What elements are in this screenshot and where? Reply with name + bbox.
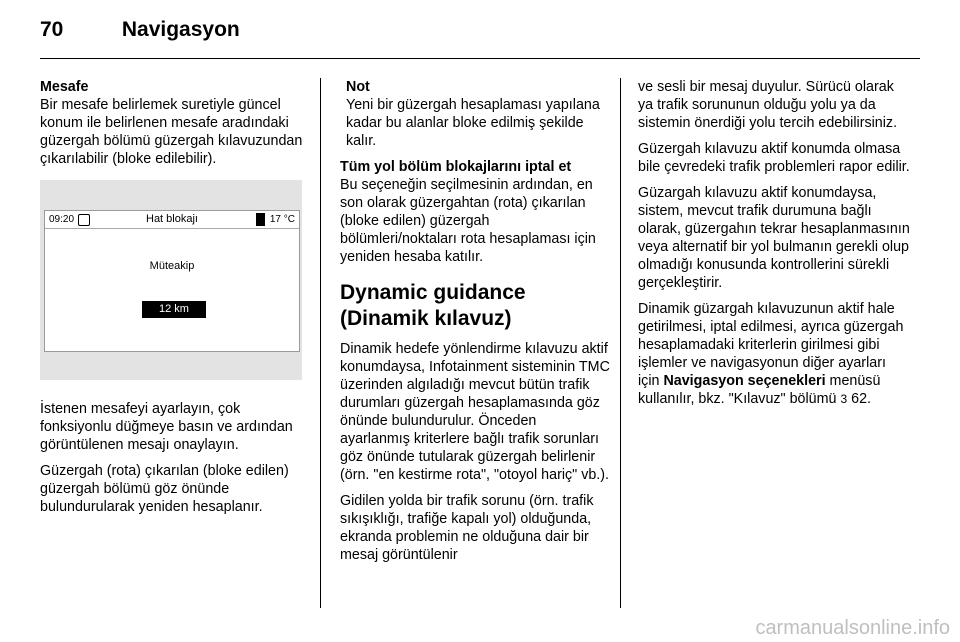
infotainment-screen xyxy=(44,210,300,352)
screen-temperature: 17 °C xyxy=(269,214,295,225)
note-title: Not xyxy=(346,79,370,95)
section-title-dynamic-guidance: Dynamic guidance (Dinamik kılavuz) xyxy=(340,281,526,330)
page-header xyxy=(40,18,240,42)
paragraph: Dinamik hedefe yönlendirme kılavuzu aktif konumdaysa, Infotainment sisteminin TMC üzerinden algıladığı mevcut bütün trafik durumları güzergah hesaplamasında göz önünde bulundurulur. Önceden ayarlanmış kriterlere bağlı trafik sorunları göz önünde tutularak güzergah belirlenir (örn. "en kestirme rota", "otoyol hariç" vb.). xyxy=(340,341,610,483)
watermark: carmanualsonline.info xyxy=(755,617,950,639)
screen-title: Hat blokajı xyxy=(146,213,198,225)
column-3 xyxy=(638,78,910,416)
paragraph: Güzergah kılavuzu aktif konumda olmasa bile çevredeki trafik problemleri rapor edilir. xyxy=(638,141,910,175)
page-reference: 62. xyxy=(851,391,872,407)
paragraph: ve sesli bir mesaj duyulur. Sürücü olarak ya trafik sorununun olduğu yolu ya da sistemin önerdiği yolu tercih edebilirsiniz. xyxy=(638,79,898,131)
page-reference-arrow-icon: 3 xyxy=(840,392,848,406)
paragraph-text: Dinamik güzargah kılavuzunun aktif hale getirilmesi, iptal edilmesi, ayrıca güzergah hesaplamadaki kriterlerin girilmesi gibi işlemler ve navigasyonun diğer ayarları için xyxy=(638,301,904,389)
page-title: Navigasyon xyxy=(121,18,240,41)
note-box xyxy=(340,78,610,150)
column-2 xyxy=(340,78,610,572)
paragraph: İstenen mesafeyi ayarlayın, çok fonksiyonlu düğmeye basın ve ardından görüntülenen mesajı onaylayın. xyxy=(40,401,293,453)
note-body: Yeni bir güzergah hesaplaması yapılana kadar bu alanlar bloke edilmiş şekilde kalır. xyxy=(346,97,600,149)
paragraph xyxy=(638,300,910,408)
display-illustration xyxy=(40,180,302,380)
paragraph: Güzargah kılavuzu aktif konumdaysa, sistem, mevcut trafik durumuna bağlı olarak, güzergahın tekrar hesaplanmasının veya alternatif bir yol bulmanın gerekli olup olmadığı konusunda kontrollerini sürekli gerçekleştirir. xyxy=(638,185,910,291)
subheading-cancel-blocks: Tüm yol bölüm blokajlarını iptal et xyxy=(340,159,572,175)
column-divider-2 xyxy=(620,78,621,608)
screen-next-label: Müteakip xyxy=(149,260,195,272)
menu-name: Navigasyon seçenekleri xyxy=(663,373,826,389)
paragraph: Gidilen yolda bir trafik sorunu (örn. trafik sıkışıklığı, trafiğe kapalı yol) olduğunda, ekranda problemin ne olduğuna dair bir mesaj görüntülenir xyxy=(340,493,594,563)
paragraph: Bu seçeneğin seçilmesinin ardından, en son olarak güzergahtan (rota) çıkarılan (bloke edilen) güzergah bölümleri/noktaları rota hesaplaması için yeniden hesaba katılır. xyxy=(340,177,596,265)
column-1 xyxy=(40,78,310,524)
section-heading-mesafe: Mesafe xyxy=(40,79,89,95)
paragraph: Güzergah (rota) çıkarılan (bloke edilen) güzergah bölümü göz önünde bulundurularak yeniden hesaplanır. xyxy=(40,463,289,515)
page-number: 70 xyxy=(40,18,64,41)
header-rule xyxy=(40,58,920,59)
column-divider-1 xyxy=(320,78,321,608)
screen-distance-value: 12 km xyxy=(142,301,206,318)
screen-time: 09:20 xyxy=(49,214,75,225)
paragraph-text: menüsü kullanılır, bkz. "Kılavuz" bölümü xyxy=(638,373,881,407)
thermometer-icon xyxy=(256,213,265,226)
status-bar xyxy=(45,211,299,229)
paragraph: Bir mesafe belirlemek suretiyle güncel konum ile belirlenen mesafe aradındaki güzergah bölümü güzergah kılavuzundan çıkarılabilir (bloke edilebilir). xyxy=(40,97,303,167)
